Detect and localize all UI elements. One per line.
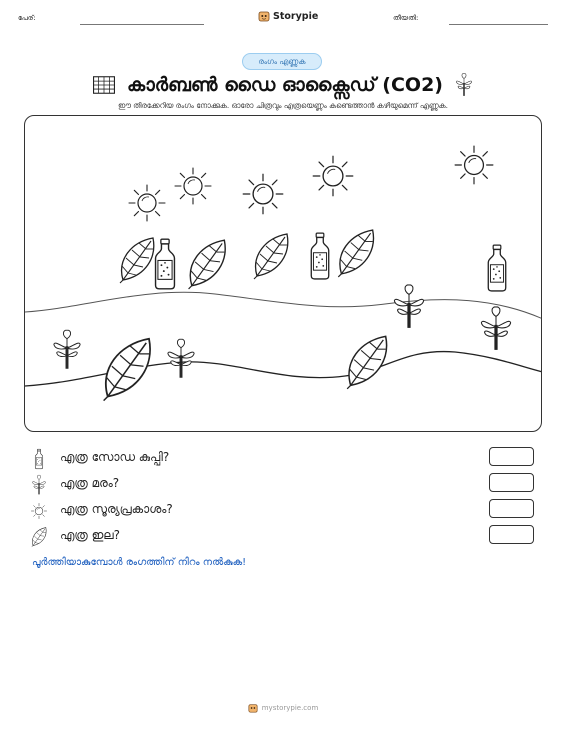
question-row — [28, 447, 538, 471]
sun-icon — [243, 174, 283, 214]
leaf-icon — [254, 234, 288, 279]
counting-scene — [24, 115, 542, 432]
sun-icon — [129, 185, 165, 221]
sprout-icon — [455, 73, 473, 97]
tree-icon — [54, 330, 80, 369]
storypie-logo-icon — [258, 10, 270, 22]
bottle-icon — [488, 245, 505, 291]
bottle-icon — [28, 447, 50, 471]
question-row — [28, 473, 538, 497]
leaf-icon — [120, 238, 154, 283]
date-field[interactable] — [449, 24, 548, 25]
grid-icon — [93, 76, 115, 94]
brand-logo — [258, 10, 318, 22]
bottle-icon — [311, 233, 328, 279]
leaf-icon — [189, 240, 226, 289]
tree-icon — [481, 307, 510, 350]
name-field[interactable] — [80, 24, 204, 25]
question-row — [28, 499, 538, 523]
activity-badge: രംഗം എണ്ണുക — [242, 53, 322, 70]
sun-icon — [175, 168, 211, 204]
tree-icon — [168, 339, 194, 378]
tree-icon — [28, 473, 50, 497]
title-row — [0, 71, 566, 99]
sun-icon — [455, 146, 493, 184]
finish-instruction: പൂർത്തിയാകുമ്പോൾ രംഗത്തിന് നിറം നൽകുക! — [32, 557, 247, 568]
brand-name: Storypie — [273, 10, 319, 22]
storypie-logo-icon — [248, 703, 258, 713]
bottle-icon — [156, 239, 175, 289]
question-text: എത്ര ഇല? — [60, 528, 120, 542]
answer-box[interactable] — [489, 525, 534, 544]
question-row — [28, 525, 538, 549]
footer-url[interactable]: mystorypie.com — [261, 704, 319, 712]
question-text: എത്ര മരം? — [60, 476, 120, 490]
leaf-icon — [104, 339, 150, 401]
answer-box[interactable] — [489, 447, 534, 466]
front-hill-line — [25, 352, 542, 386]
answer-box[interactable] — [489, 499, 534, 518]
leaf-icon — [347, 336, 386, 389]
answer-box[interactable] — [489, 473, 534, 492]
scene-illustration — [25, 116, 542, 432]
page-title: കാർബൺ ഡൈ ഓക്സൈഡ് (CO2) — [127, 74, 443, 96]
instructions-text: ഈ തിരക്കേറിയ രംഗം നോക്കുക. ഓരോ ചിത്രവും എത്രയെണ്ണം കണ്ടെത്താൻ കഴിയുമെന്ന് എണ്ണുക. — [118, 101, 448, 110]
question-text: എത്ര സൂര്യപ്രകാശം? — [60, 502, 173, 516]
tree-icon — [394, 285, 423, 328]
sun-icon — [28, 499, 50, 523]
footer — [0, 703, 566, 713]
sun-icon — [313, 156, 353, 196]
date-label: തീയതി: — [393, 14, 419, 22]
leaf-icon — [338, 230, 373, 277]
question-text: എത്ര സോഡ കുപ്പി? — [60, 450, 170, 464]
back-hill-line — [25, 292, 542, 319]
name-label: പേര്: — [18, 14, 36, 22]
leaf-icon — [28, 525, 50, 549]
